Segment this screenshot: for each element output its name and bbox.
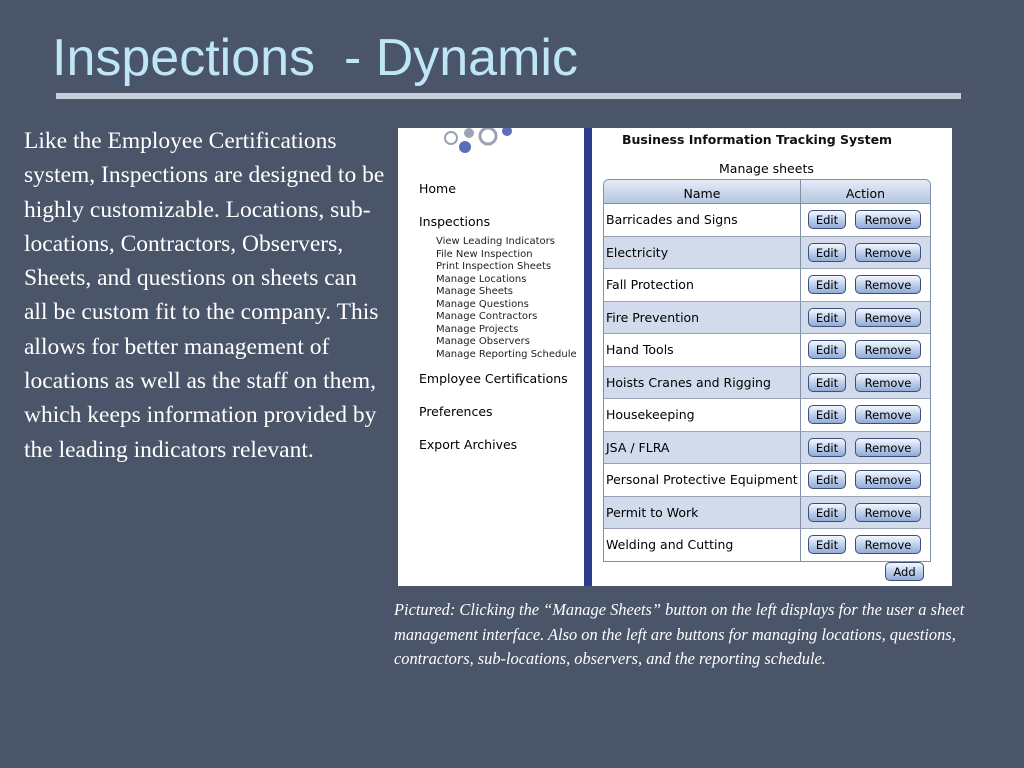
table-row — [604, 334, 930, 367]
sheet-name: Personal Protective Equipment — [604, 464, 801, 496]
title-underline — [56, 93, 961, 99]
column-header-action: Action — [845, 186, 886, 201]
table-row — [604, 529, 930, 561]
edit-button[interactable]: Edit — [808, 243, 846, 262]
nav-sub-manage-sheets[interactable]: Manage Sheets — [436, 286, 514, 297]
nav-sub-manage-contractors[interactable]: Manage Contractors — [436, 311, 538, 322]
remove-button[interactable]: Remove — [855, 470, 921, 489]
table-row — [604, 497, 930, 530]
edit-button[interactable]: Edit — [808, 275, 846, 294]
sheet-name: Welding and Cutting — [604, 529, 801, 561]
row-actions — [801, 432, 930, 464]
table-body — [604, 204, 930, 561]
table-row — [604, 237, 930, 270]
remove-button[interactable]: Remove — [855, 275, 921, 294]
sheet-name: Housekeeping — [604, 399, 801, 431]
slide-title: Inspections - Dynamic — [52, 29, 578, 87]
nav-employee-certifications[interactable]: Employee Certifications — [419, 371, 568, 386]
nav-sub-print-inspection-sheets[interactable]: Print Inspection Sheets — [436, 261, 552, 272]
row-actions — [801, 334, 930, 366]
row-actions — [801, 497, 930, 529]
add-sheet-button[interactable]: Add — [885, 562, 924, 581]
nav-preferences[interactable]: Preferences — [419, 404, 493, 419]
edit-button[interactable]: Edit — [808, 373, 846, 392]
table-row — [604, 269, 930, 302]
nav-export-archives[interactable]: Export Archives — [419, 437, 518, 452]
edit-button[interactable]: Edit — [808, 535, 846, 554]
row-actions — [801, 237, 930, 269]
table-row — [604, 464, 930, 497]
table-header — [604, 180, 930, 204]
sheet-name: Fall Protection — [604, 269, 801, 301]
nav-sub-manage-projects[interactable]: Manage Projects — [436, 323, 519, 335]
sheet-name: Hand Tools — [604, 334, 801, 366]
nav-divider — [584, 128, 592, 586]
nav-sub-manage-observers[interactable]: Manage Observers — [436, 336, 530, 347]
sheet-name: Fire Prevention — [604, 302, 801, 334]
nav-sub-file-new-inspection[interactable]: File New Inspection — [436, 248, 533, 260]
row-actions — [801, 269, 930, 301]
app-title: Business Information Tracking System — [622, 132, 893, 147]
edit-button[interactable]: Edit — [808, 470, 846, 489]
sheets-table — [603, 179, 931, 562]
edit-button[interactable]: Edit — [808, 308, 846, 327]
sheet-name: Barricades and Signs — [604, 204, 801, 236]
row-actions — [801, 302, 930, 334]
nav-home[interactable]: Home — [419, 181, 456, 196]
logo-icon — [398, 128, 548, 158]
slide-caption: Pictured: Clicking the “Manage Sheets” button on the left displays for the user a sheet management interface. Also on the left are buttons for managing locations, questions, contractors, sub-locations, observers, and the reporting schedule. — [394, 600, 965, 668]
remove-button[interactable]: Remove — [855, 210, 921, 229]
table-row — [604, 399, 930, 432]
edit-button[interactable]: Edit — [808, 503, 846, 522]
row-actions — [801, 204, 930, 236]
edit-button[interactable]: Edit — [808, 340, 846, 359]
remove-button[interactable]: Remove — [855, 373, 921, 392]
sheet-name: Electricity — [604, 237, 801, 269]
remove-button[interactable]: Remove — [855, 503, 921, 522]
remove-button[interactable]: Remove — [855, 340, 921, 359]
table-row — [604, 367, 930, 400]
edit-button[interactable]: Edit — [808, 405, 846, 424]
remove-button[interactable]: Remove — [855, 308, 921, 327]
table-row — [604, 302, 930, 335]
sheet-name: Permit to Work — [604, 497, 801, 529]
remove-button[interactable]: Remove — [855, 535, 921, 554]
inspections-submenu — [436, 236, 577, 361]
remove-button[interactable]: Remove — [855, 438, 921, 457]
edit-button[interactable]: Edit — [808, 210, 846, 229]
section-title: Manage sheets — [719, 161, 814, 176]
row-actions — [801, 399, 930, 431]
nav-inspections[interactable]: Inspections — [419, 214, 491, 229]
table-row — [604, 204, 930, 237]
row-actions — [801, 367, 930, 399]
nav-sub-manage-locations[interactable]: Manage Locations — [436, 273, 527, 285]
nav-sub-view-leading-indicators[interactable]: View Leading Indicators — [436, 236, 555, 247]
sheet-name: JSA / FLRA — [604, 432, 801, 464]
edit-button[interactable]: Edit — [808, 438, 846, 457]
sheet-name: Hoists Cranes and Rigging — [604, 367, 801, 399]
nav-sub-manage-reporting-schedule[interactable]: Manage Reporting Schedule — [436, 348, 577, 360]
row-actions — [801, 464, 930, 496]
slide-body-text: Like the Employee Certifications system, Inspections are designed to be highly customizable. Locations, sub-locations, Contractors, Observers, Sheets, and questions on sheets can all be custom fit to the company. This allows for better management of locations as well as the staff on them, which keeps information provided by the leading indicators relevant. — [24, 128, 385, 463]
remove-button[interactable]: Remove — [855, 243, 921, 262]
table-row — [604, 432, 930, 465]
column-header-name: Name — [604, 180, 801, 203]
remove-button[interactable]: Remove — [855, 405, 921, 424]
row-actions — [801, 529, 930, 561]
nav-sub-manage-questions[interactable]: Manage Questions — [436, 298, 529, 310]
app-screenshot — [398, 128, 952, 586]
